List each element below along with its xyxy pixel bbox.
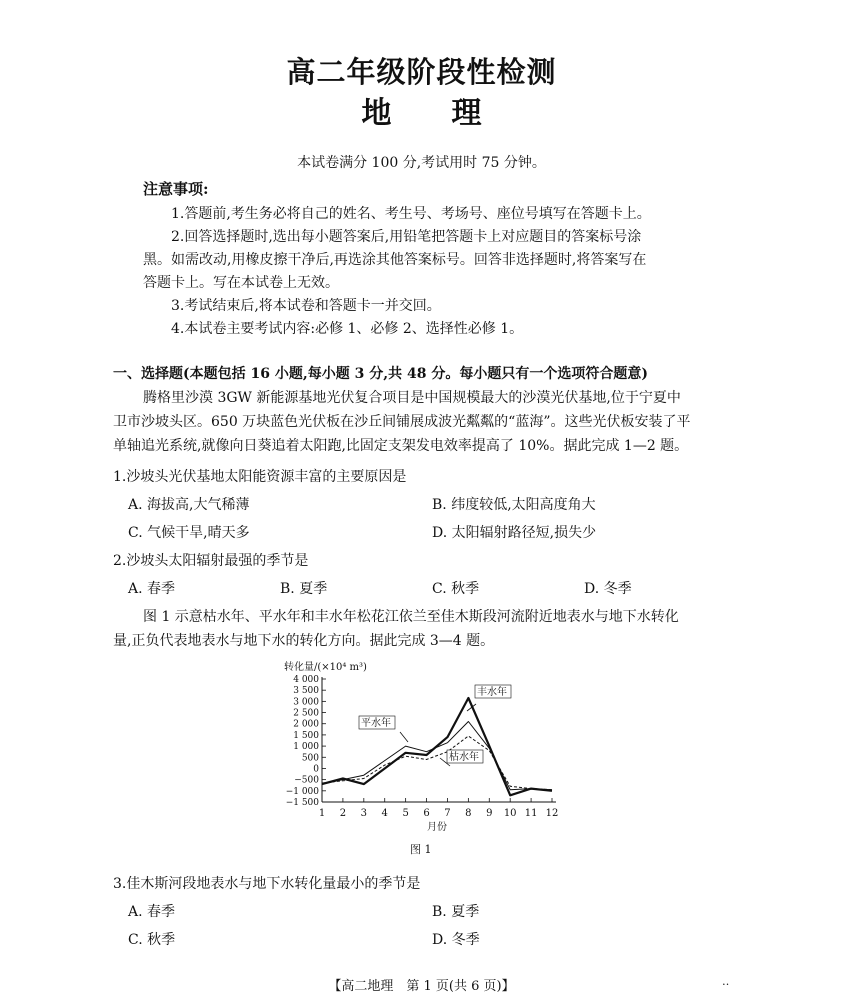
x-tick-label: 7: [444, 808, 451, 819]
passage-line: 量,正负代表地表水与地下水的转化方向。据此完成 3—4 题。: [113, 633, 495, 649]
question-2-option-c: C. 秋季: [432, 581, 480, 597]
figure-caption: 图 1: [410, 843, 432, 856]
x-tick-label: 12: [545, 808, 559, 819]
notice-item: 黑。如需改动,用橡皮擦干净后,再选涂其他答案标号。回答非选择题时,将答案写在: [143, 252, 647, 268]
notice-item: 答题卡上。写在本试卷上无效。: [143, 275, 339, 291]
x-tick-label: 9: [486, 808, 493, 819]
x-axis-label: 月份: [427, 822, 447, 833]
x-tick-label: 1: [318, 808, 326, 819]
y-tick-label: −500: [294, 775, 319, 786]
notice-item: 2.回答选择题时,选出每小题答案后,用铅笔把答题卡上对应题目的答案标号涂: [171, 229, 642, 245]
y-tick-label: 0: [313, 764, 319, 775]
section-heading: 一、选择题(本题包括 16 小题,每小题 3 分,共 48 分。每小题只有一个选项符合题意): [113, 366, 648, 382]
notice-heading: 注意事项:: [143, 180, 209, 198]
y-tick-label: 2 500: [293, 708, 319, 719]
series-leader-line: [400, 732, 408, 742]
question-3-stem: 3.佳木斯河段地表水与地下水转化量最小的季节是: [113, 876, 421, 892]
y-tick-label: 3 500: [293, 686, 319, 697]
figure-1-line-chart: [270, 656, 590, 856]
question-1-option-b: B. 纬度较低,太阳高度角大: [432, 497, 596, 513]
x-tick-label: 10: [503, 808, 517, 819]
y-tick-label: 4 000: [293, 675, 319, 685]
question-3-option-b: B. 夏季: [432, 904, 480, 920]
question-2-option-d: D. 冬季: [584, 581, 632, 597]
y-tick-label: 500: [301, 753, 319, 764]
question-1-stem: 1.沙坡头光伏基地太阳能资源丰富的主要原因是: [113, 469, 407, 485]
passage-line: 卫市沙坡头区。650 万块蓝色光伏板在沙丘间铺展成波光粼粼的“蓝海”。这些光伏板安装了平: [113, 414, 691, 430]
page-footer: 【高二地理 第 1 页(共 6 页)】: [328, 979, 515, 994]
series-line-丰水年: [322, 698, 552, 795]
x-tick-label: 4: [381, 808, 388, 819]
x-tick-label: 11: [524, 808, 538, 819]
notice-item: 4.本试卷主要考试内容:必修 1、必修 2、选择性必修 1。: [171, 321, 524, 337]
question-1-option-a: A. 海拔高,大气稀薄: [128, 497, 250, 513]
passage-line: 图 1 示意枯水年、平水年和丰水年松花江依兰至佳木斯段河流附近地表水与地下水转化: [143, 609, 679, 625]
question-1-option-d: D. 太阳辐射路径短,损失少: [432, 525, 597, 541]
corner-mark: ‥: [722, 975, 730, 988]
series-label: 丰水年: [477, 687, 507, 698]
series-label: 平水年: [361, 718, 391, 729]
series-label: 枯水年: [449, 752, 479, 763]
y-tick-label: 3 000: [293, 697, 319, 708]
y-tick-label: 1 500: [293, 730, 319, 741]
question-2-option-b: B. 夏季: [280, 581, 328, 597]
y-tick-label: 1 000: [293, 742, 319, 753]
passage-line: 单轴追光系统,就像向日葵追着太阳跑,比固定支架发电效率提高了 10%。据此完成 1—2 题。: [113, 438, 689, 454]
exam-info: 本试卷满分 100 分,考试用时 75 分钟。: [297, 155, 546, 171]
question-3-option-d: D. 冬季: [432, 932, 480, 948]
exam-title: 高二年级阶段性检测: [286, 55, 557, 89]
y-tick-label: −1 000: [285, 786, 319, 797]
question-1-option-c: C. 气候干旱,晴天多: [128, 525, 250, 541]
question-3-option-a: A. 春季: [128, 904, 176, 920]
notice-item: 3.考试结束后,将本试卷和答题卡一并交回。: [171, 298, 441, 314]
notice-item: 1.答题前,考生务必将自己的姓名、考生号、考场号、座位号填写在答题卡上。: [171, 206, 651, 222]
subject-title: 地 理: [361, 96, 482, 131]
y-tick-label: 2 000: [293, 719, 319, 730]
x-tick-label: 3: [360, 808, 368, 819]
x-tick-label: 5: [402, 808, 409, 819]
y-axis-label: 转化量/(×10⁴ m³): [284, 662, 367, 673]
y-tick-label: −1 500: [285, 798, 319, 808]
passage-line: 腾格里沙漠 3GW 新能源基地光伏复合项目是中国规模最大的沙漠光伏基地,位于宁夏中: [143, 390, 681, 406]
question-2-stem: 2.沙坡头太阳辐射最强的季节是: [113, 553, 309, 569]
x-tick-label: 2: [339, 808, 347, 819]
x-tick-label: 8: [465, 808, 472, 819]
x-tick-label: 6: [423, 808, 430, 819]
question-3-option-c: C. 秋季: [128, 932, 176, 948]
question-2-option-a: A. 春季: [128, 581, 176, 597]
